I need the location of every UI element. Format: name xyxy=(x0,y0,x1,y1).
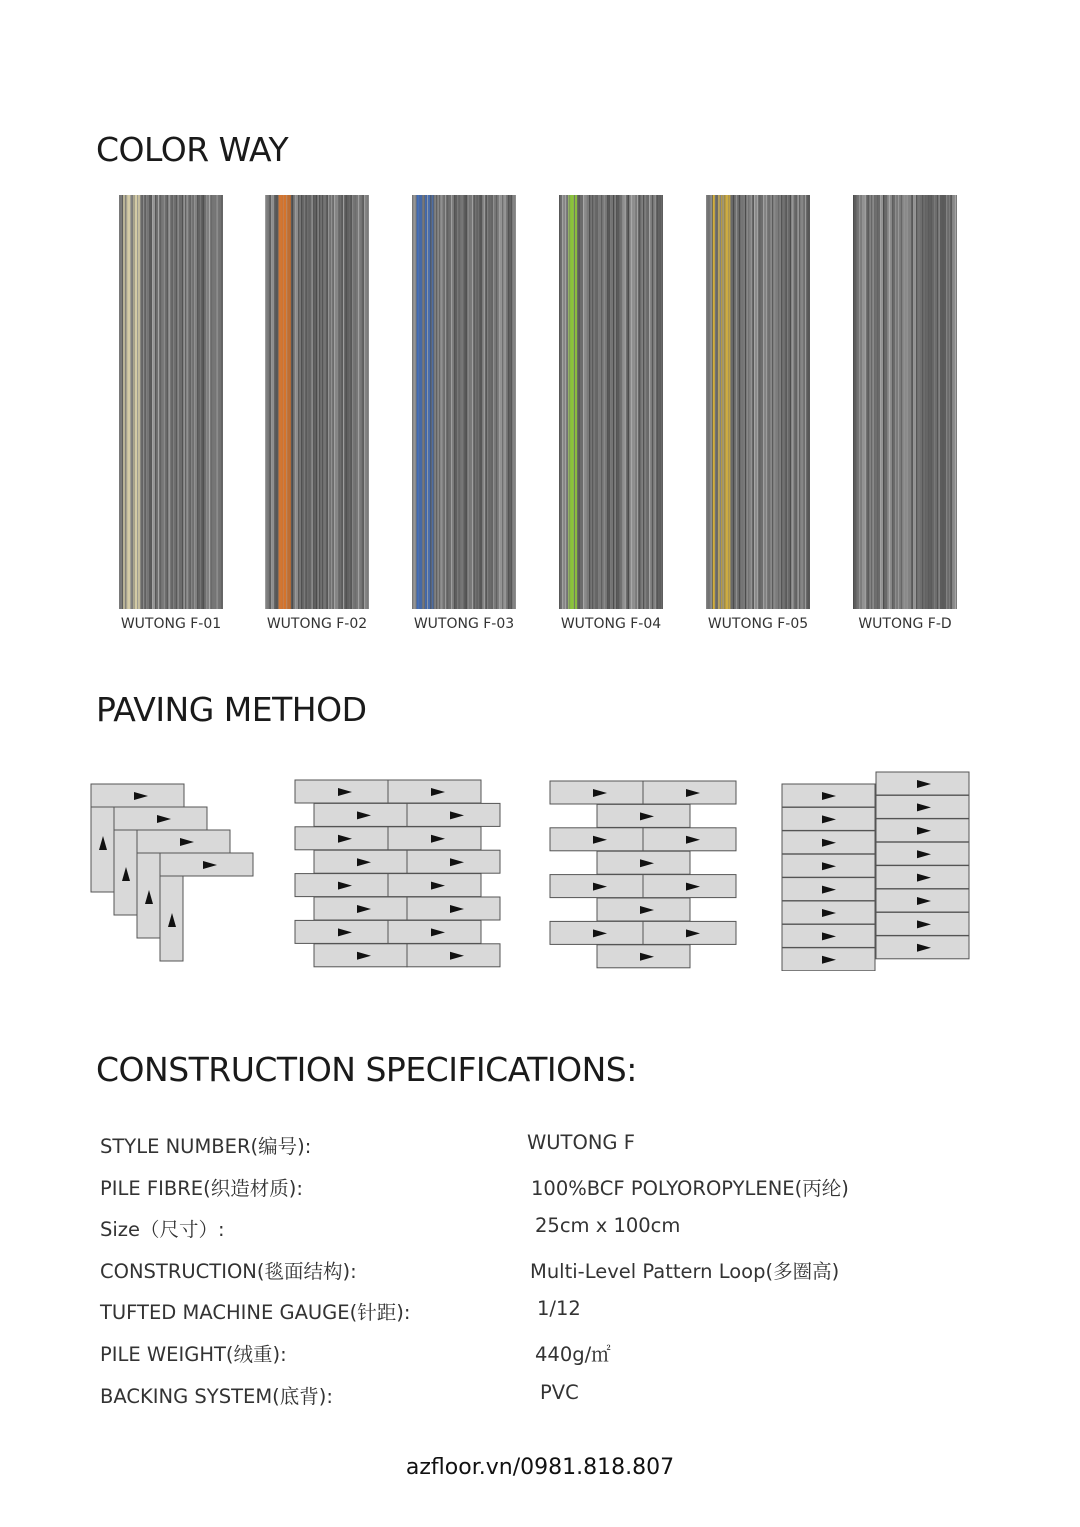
spec-label: PILE FIBRE(织造材质): xyxy=(100,1177,303,1200)
spec-label: Size（尺寸）: xyxy=(100,1218,225,1241)
swatch-item[interactable] xyxy=(706,195,810,632)
spec-label: PILE WEIGHT(绒重): xyxy=(100,1343,287,1366)
construction-specifications-title: CONSTRUCTION SPECIFICATIONS: xyxy=(96,1050,637,1089)
brick-pattern-diagram xyxy=(294,779,502,968)
spec-value: Multi-Level Pattern Loop(多圈高) xyxy=(530,1260,840,1283)
carpet-swatch xyxy=(412,195,516,609)
spec-value: 440g/㎡ xyxy=(535,1343,611,1366)
carpet-swatch xyxy=(853,195,957,609)
carpet-swatch xyxy=(559,195,663,609)
swatch-item[interactable] xyxy=(119,195,223,632)
swatch-label: WUTONG F-03 xyxy=(413,616,515,632)
spec-value: PVC xyxy=(540,1381,579,1404)
spec-value: 100%BCF POLYOROPYLENE(丙纶) xyxy=(531,1177,849,1200)
spec-label: BACKING SYSTEM(底背): xyxy=(100,1385,333,1408)
carpet-swatch xyxy=(706,195,810,609)
spec-value: WUTONG F xyxy=(527,1131,635,1154)
footer-contact: azfloor.vn/0981.818.807 xyxy=(405,1455,675,1480)
swatch-item[interactable] xyxy=(412,195,516,632)
swatch-label: WUTONG F-D xyxy=(858,616,952,632)
spec-value: 1/12 xyxy=(537,1297,581,1320)
half-drop-pattern-diagram xyxy=(549,780,739,969)
color-way-title: COLOR WAY xyxy=(96,130,289,169)
swatch-label: WUTONG F-05 xyxy=(707,616,809,632)
swatch-item[interactable] xyxy=(853,195,957,632)
swatch-item[interactable] xyxy=(265,195,369,632)
spec-label: STYLE NUMBER(编号): xyxy=(100,1135,312,1158)
spec-label: CONSTRUCTION(毯面结构): xyxy=(100,1260,357,1283)
carpet-swatch xyxy=(119,195,223,609)
paving-method-title: PAVING METHOD xyxy=(96,690,367,729)
carpet-swatch xyxy=(265,195,369,609)
swatch-label: WUTONG F-02 xyxy=(266,616,368,632)
swatch-label: WUTONG F-01 xyxy=(120,616,222,632)
swatch-item[interactable] xyxy=(559,195,663,632)
swatch-label: WUTONG F-04 xyxy=(560,616,662,632)
spec-label: TUFTED MACHINE GAUGE(针距): xyxy=(100,1301,411,1324)
monolithic-pattern-diagram xyxy=(781,771,970,971)
spec-value: 25cm x 100cm xyxy=(535,1214,681,1237)
herringbone-pattern-diagram xyxy=(90,783,256,971)
